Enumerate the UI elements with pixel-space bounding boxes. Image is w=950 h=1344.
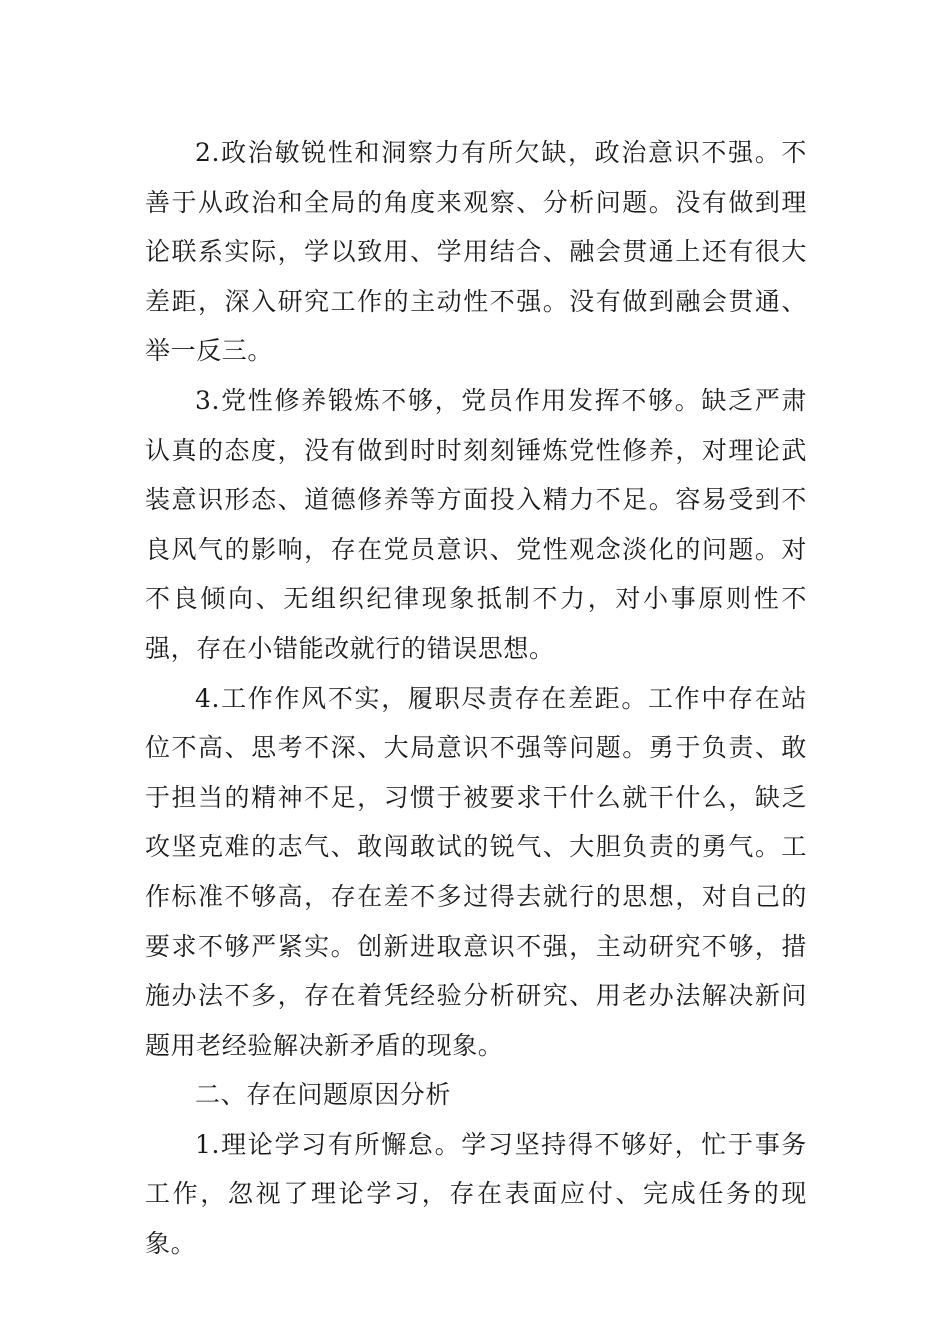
paragraph-party-cultivation: 3.党性修养锻炼不够，党员作用发挥不够。缺乏严肃认真的态度，没有做到时时刻刻锤炼党性修养，对理论武装意识形态、道德修养等方面投入精力不足。容易受到不良风气的影响，存在党员意识、党性观念淡化的问题。对不良倾向、无组织纪律现象抵制不力，对小事原则性不强，存在小错能改就行的错误思想。 — [145, 385, 807, 663]
section-heading-cause-analysis: 二、存在问题原因分析 — [195, 1080, 452, 1110]
paragraph-political-awareness: 2.政治敏锐性和洞察力有所欠缺，政治意识不强。不善于从政治和全局的角度来观察、分析问题。没有做到理论联系实际，学以致用、学用结合、融会贯通上还有很大差距，深入研究工作的主动性不强。没有做到融会贯通、举一反三。 — [145, 138, 807, 366]
document-body — [145, 128, 807, 1269]
paragraph-theory-study: 1.理论学习有所懈怠。学习坚持得不够好，忙于事务工作，忽视了理论学习，存在表面应付、完成任务的现象。 — [145, 1129, 807, 1259]
paragraph-work-style: 4.工作作风不实，履职尽责存在差距。工作中存在站位不高、思考不深、大局意识不强等问题。勇于负责、敢于担当的精神不足，习惯于被要求干什么就干什么，缺乏攻坚克难的志气、敢闯敢试的锐气、大胆负责的勇气。工作标准不够高，存在差不多过得去就行的思想，对自己的要求不够严紧实。创新进取意识不强，主动研究不够，措施办法不多，存在着凭经验分析研究、用老办法解决新问题用老经验解决新矛盾的现象。 — [145, 683, 807, 1060]
